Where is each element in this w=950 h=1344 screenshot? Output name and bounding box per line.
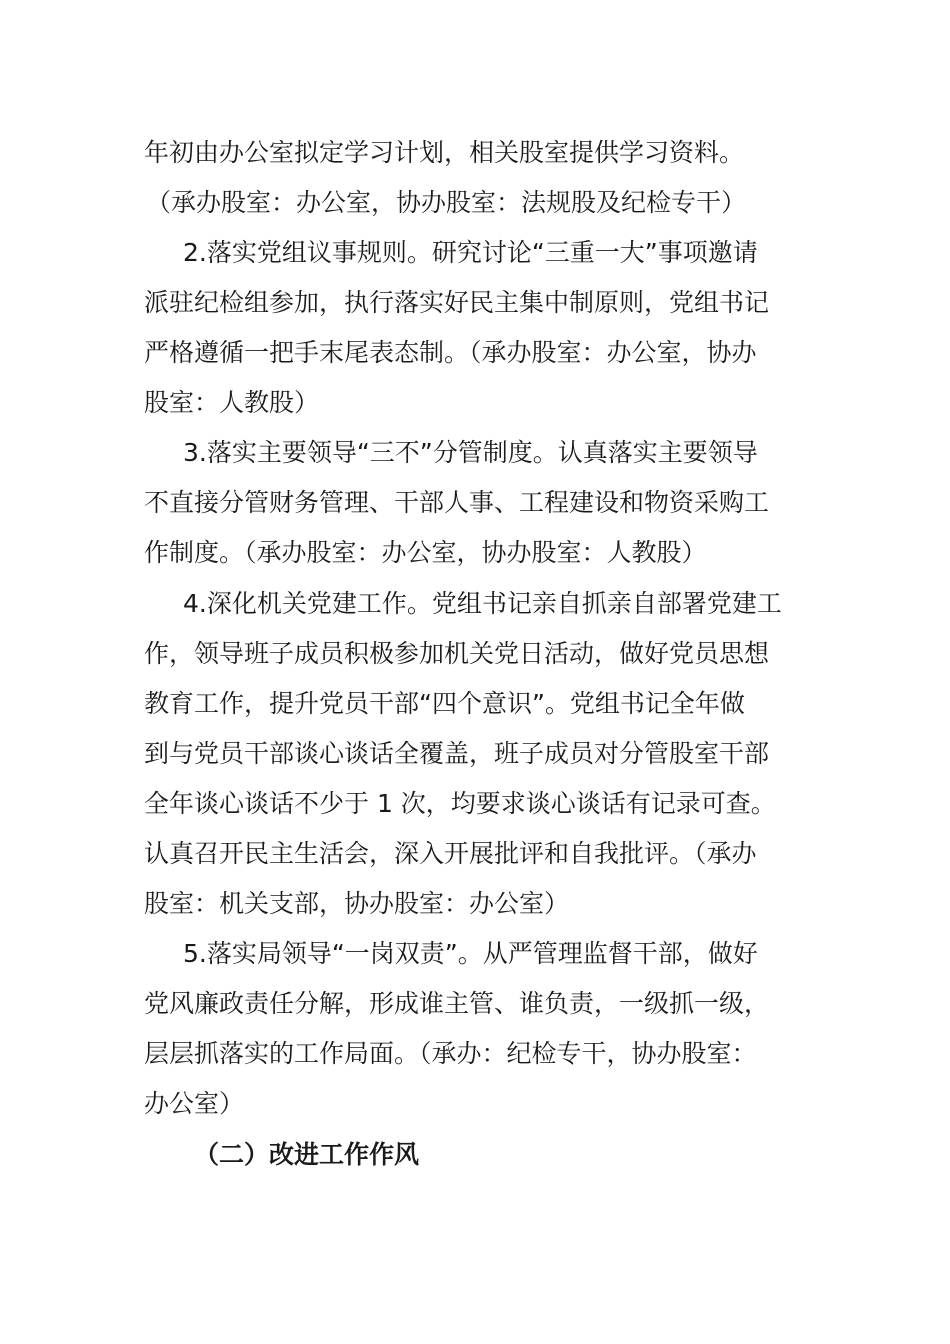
paragraph-line: 到与党员干部谈心谈话全覆盖，班子成员对分管股室干部: [144, 739, 770, 768]
paragraph-line: 5.落实局领导“一岗双责”。从严管理监督干部，做好: [183, 939, 758, 968]
paragraph-line: 作，领导班子成员积极参加机关党日活动，做好党员思想: [144, 639, 770, 668]
paragraph-line: 教育工作，提升党员干部“四个意识”。党组书记全年做: [144, 689, 745, 718]
paragraph-line: 严格遵循一把手末尾表态制。（承办股室：办公室，协办: [144, 338, 757, 367]
section-heading: （二）改进工作作风: [194, 1140, 420, 1169]
paragraph-line: 股室：人教股）: [144, 388, 320, 417]
paragraph-line: 3.落实主要领导“三不”分管制度。认真落实主要领导: [183, 438, 758, 467]
paragraph-line: 办公室）: [144, 1089, 245, 1118]
paragraph-line: 2.落实党组议事规则。研究讨论“三重一大”事项邀请: [183, 238, 758, 267]
paragraph-line: 不直接分管财务管理、干部人事、工程建设和物资采购工: [144, 488, 770, 517]
paragraph-line: 作制度。（承办股室：办公室，协办股室：人教股）: [144, 538, 707, 567]
paragraph-line: 党风廉政责任分解，形成谁主管、谁负责，一级抓一级，: [144, 989, 770, 1018]
paragraph-line: 认真召开民主生活会，深入开展批评和自我批评。（承办: [144, 839, 757, 868]
paragraph-line: 年初由办公室拟定学习计划，相关股室提供学习资料。: [144, 138, 745, 167]
paragraph-line: 派驻纪检组参加，执行落实好民主集中制原则，党组书记: [144, 288, 770, 317]
paragraph-line: （承办股室：办公室，协办股室：法规股及纪检专干）: [146, 188, 747, 217]
paragraph-line: 股室：机关支部，协办股室：办公室）: [144, 889, 570, 918]
paragraph-line: 4.深化机关党建工作。党组书记亲自抓亲自部署党建工: [183, 589, 782, 618]
paragraph-line: 层层抓落实的工作局面。（承办：纪检专干，协办股室：: [144, 1039, 757, 1068]
paragraph-line: 全年谈心谈话不少于 1 次，均要求谈心谈话有记录可查。: [144, 789, 776, 818]
